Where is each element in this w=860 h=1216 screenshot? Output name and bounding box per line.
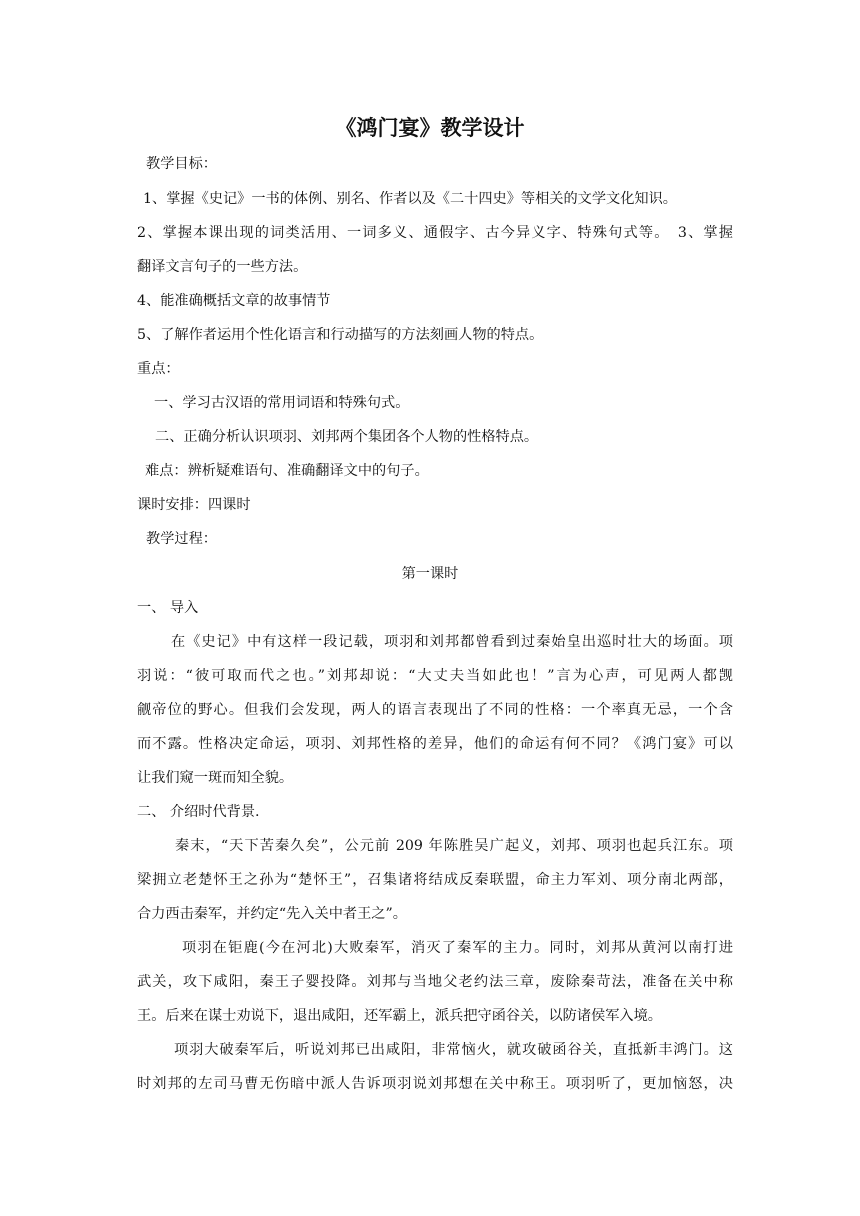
document-title: 《鸿门宴》教学设计	[335, 116, 525, 140]
goal-2-line-1: 2、掌握本课出现的词类活用、一词多义、通假字、古今异义字、特殊句式等。 3、掌握	[137, 225, 733, 241]
section-2-heading: 二、 介绍时代背景.	[137, 804, 260, 820]
paragraph-1-line-1: 在《史记》中有这样一段记载，项羽和刘邦都曾看到过秦始皇出巡时壮大的场面。项	[171, 634, 733, 650]
goal-5: 5、了解作者运用个性化语言和行动描写的方法刻画人物的特点。	[137, 327, 544, 343]
paragraph-3-line-1: 项羽在钜鹿(今在河北)大败秦军，消灭了秦军的主力。同时，刘邦从黄河以南打进	[182, 940, 733, 956]
lesson-heading: 第一课时	[401, 566, 459, 582]
goal-4: 4、能准确概括文章的故事情节	[137, 293, 331, 309]
paragraph-1-line-4: 而不露。性格决定命运，项羽、刘邦性格的差异，他们的命运有何不同？《鸿门宴》可以	[137, 736, 733, 752]
key-points-heading: 重点：	[137, 361, 180, 377]
paragraph-2-line-3: 合力西击秦军，并约定“先入关中者王之”。	[137, 906, 407, 922]
paragraph-2-line-1: 秦末，“天下苦秦久矣”，公元前 209 年陈胜吴广起义，刘邦、项羽也起兵江东。项	[175, 838, 733, 854]
paragraph-3-line-2: 武关，攻下咸阳，秦王子婴投降。刘邦与当地父老约法三章，废除秦苛法，准备在关中称	[137, 974, 733, 990]
paragraph-1-line-3: 觎帝位的野心。但我们会发现，两人的语言表现出了不同的性格：一个率真无忌，一个含	[137, 702, 733, 718]
process-heading: 教学过程：	[146, 531, 217, 547]
paragraph-1-line-2: 羽说：“彼可取而代之也。”刘邦却说：“大丈夫当如此也！”言为心声，可见两人都觊	[137, 668, 733, 684]
goal-1: 1、掌握《史记》一书的体例、别名、作者以及《二十四史》等相关的文学文化知识。	[143, 191, 677, 207]
key-point-1: 一、学习古汉语的常用词语和特殊句式。	[154, 395, 410, 411]
section-1-heading: 一、 导入	[137, 600, 199, 616]
paragraph-3-line-3: 王。后来在谋士劝说下，退出咸阳，还军霸上，派兵把守函谷关，以防诸侯军入境。	[137, 1008, 662, 1024]
key-point-2: 二、正确分析认识项羽、刘邦两个集团各个人物的性格特点。	[155, 429, 539, 445]
goal-2-line-2: 翻译文言句子的一些方法。	[137, 259, 308, 275]
schedule: 课时安排：四课时	[137, 497, 251, 513]
paragraph-1-line-5: 让我们窥一斑而知全貌。	[137, 770, 294, 786]
paragraph-4-line-1: 项羽大破秦军后，听说刘邦已出咸阳，非常恼火，就攻破函谷关，直抵新丰鸿门。这	[174, 1042, 733, 1058]
paragraph-4-line-2: 时刘邦的左司马曹无伤暗中派人告诉项羽说刘邦想在关中称王。项羽听了，更加恼怒，决	[137, 1076, 733, 1092]
difficulty: 难点：辨析疑难语句、准确翻译文中的句子。	[145, 463, 429, 479]
paragraph-2-line-2: 梁拥立老楚怀王之孙为“楚怀王”，召集诸将结成反秦联盟，命主力军刘、项分南北两部，	[137, 872, 733, 888]
goals-heading: 教学目标：	[146, 156, 217, 172]
